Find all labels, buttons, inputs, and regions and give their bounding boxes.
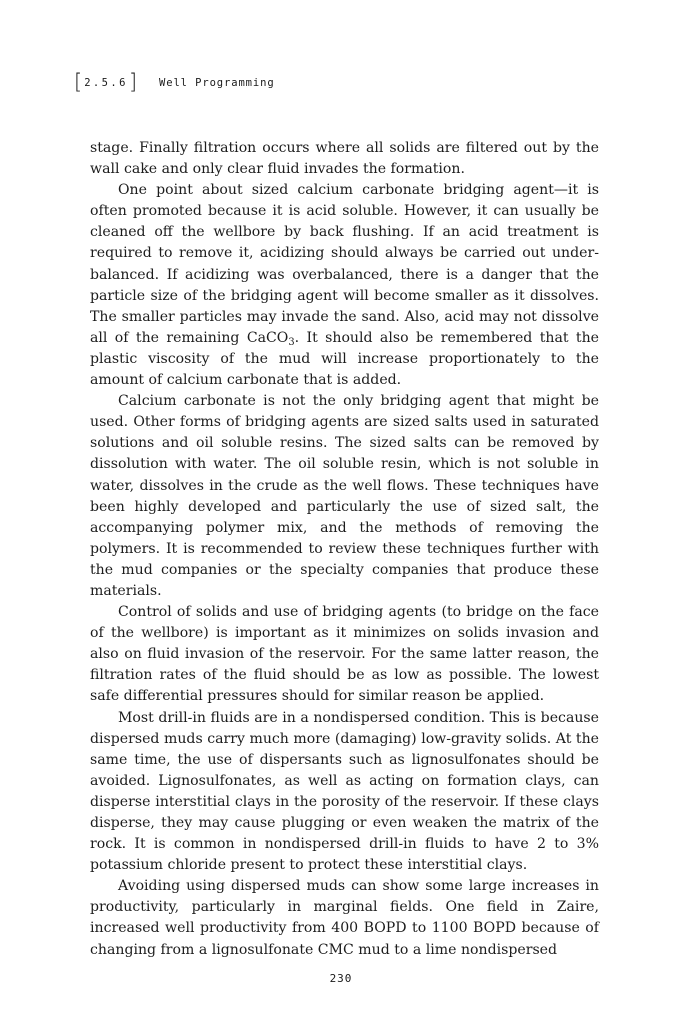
section-number: 2.5.6 xyxy=(84,77,128,89)
paragraph-1: stage. Finally filtration occurs where all solids are filtered out by the wall cake and only clear fluid invades the formation. xyxy=(90,140,599,178)
paragraph-3: Calcium carbonate is not the only bridging agent that might be used. Other forms of bridging agents are sized salts used in saturated solutions and oil soluble resins. The sized salts can be removed by dissolution with water. The oil soluble resin, which is not soluble in water, dissolves in the crude as the well flows. These techniques have been highly developed and particularly the use of sized salt, the accompanying polymer mix, and the methods of removing the polymers. It is recommended to review these techniques further with the mud companies or the specialty companies that produce these materials. xyxy=(90,393,599,599)
paragraph-2-part-2: . It should also be remembered that the plastic viscosity of the mud will increase proportionately to the amount of calcium carbonate that is added. xyxy=(90,329,600,389)
paragraph-6: Avoiding using dispersed muds can show some large increases in productivity, particularly in marginal fields. One field in Zaire, increased well productivity from 400 BOPD to 1100 BOPD because of changing from a lignosulfonate CMC mud to a lime nondispersed xyxy=(90,878,599,958)
body-text xyxy=(90,138,599,961)
section-bracket-close: ] xyxy=(128,69,138,94)
paragraph-2 xyxy=(90,180,599,391)
chemical-formula-caco3 xyxy=(247,330,295,346)
running-head xyxy=(74,70,275,94)
running-head-title: Well Programming xyxy=(159,77,275,89)
section-bracket-open: [ xyxy=(74,69,83,94)
formula-base: CaCO xyxy=(246,329,289,346)
paragraph-5: Most drill-in fluids are in a nondispersed condition. This is because dispersed muds carry much more (damaging) low-gravity solids. At the same time, the use of dispersants such as lignosulfonates should be avoided. Lignosulfonates, as well as acting on formation clays, can disperse interstitial clays in the porosity of the reservoir. If these clays disperse, they may cause plugging or even weaken the matrix of the rock. It is common in nondispersed drill-in fluids to have 2 to 3% potassium chloride present to protect these interstitial clays. xyxy=(90,709,599,874)
paragraph-4: Control of solids and use of bridging agents (to bridge on the face of the wellbore) is important as it minimizes on solids invasion and also on fluid invasion of the reservoir. For the same latter reason, the filtration rates of the fluid should be as low as possible. The lowest safe differential pressures should for similar reason be applied. xyxy=(90,604,599,705)
formula-subscript: 3 xyxy=(288,336,295,348)
page-number: 230 xyxy=(329,972,353,985)
paragraph-2-part-1: One point about sized calcium carbonate bridging agent—it is often promoted because it is acid soluble. However, it can usually be cleaned off the wellbore by back flushing. If an acid treatment is required to remove it, acidizing should always be carried out under-balanced. If acidizing was overbalanced, there is a danger that the particle size of the bridging agent will become smaller as it dissolves. The smaller particles may invade the sand. Also, acid may not dissolve all of the remaining xyxy=(90,182,599,346)
